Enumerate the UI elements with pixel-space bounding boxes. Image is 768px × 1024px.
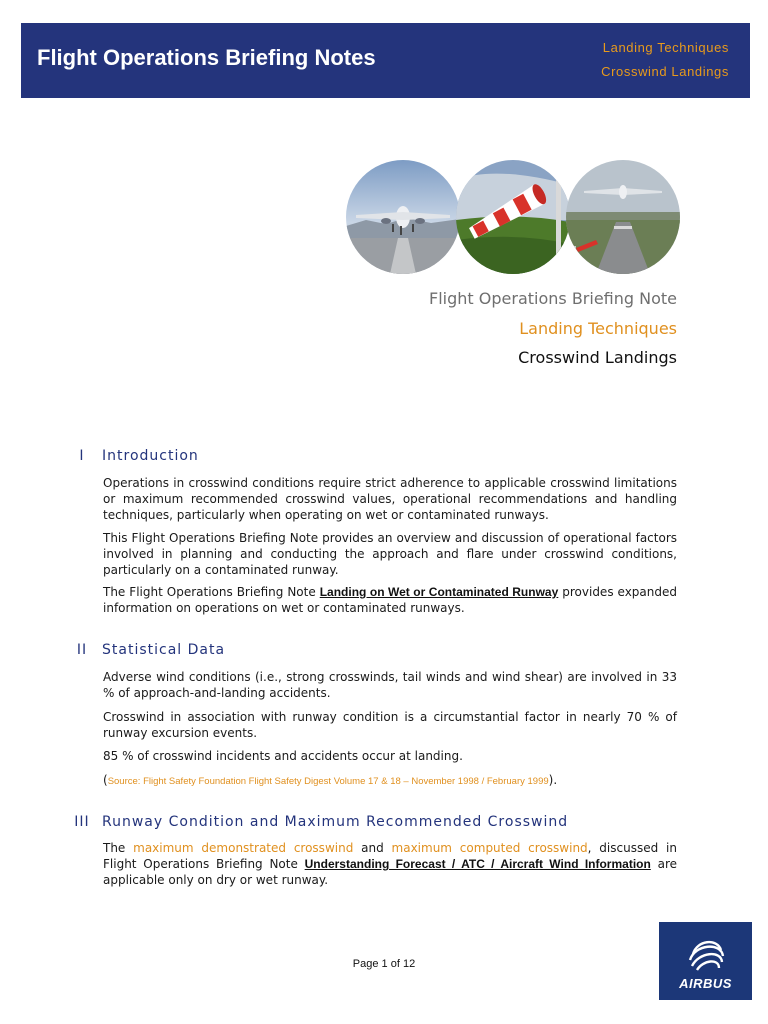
section-title: Statistical Data xyxy=(102,642,226,658)
runway-approach-photo xyxy=(566,160,680,274)
paragraph-text: are applicable only on dry or wet runway. xyxy=(103,857,678,887)
intro-paragraph-2: This Flight Operations Briefing Note provides an overview and discussion of operational factors involved in planning and conducting the approach and flare under crosswind conditions, particularly on a contaminated runway. xyxy=(103,531,677,577)
section-number: I xyxy=(79,448,85,464)
doc-type-title: Flight Operations Briefing Note xyxy=(429,289,677,308)
section-title: Runway Condition and Maximum Recommended Crosswind xyxy=(102,814,569,830)
section-title: Introduction xyxy=(102,448,199,464)
page-number: Page 1 of 12 xyxy=(352,958,416,970)
section-heading-statistical-data xyxy=(62,642,225,658)
paragraph-text: and xyxy=(353,841,392,855)
stats-source-note xyxy=(103,772,677,790)
term-maximum-demonstrated-crosswind: maximum demonstrated crosswind xyxy=(133,841,354,855)
cover-photos xyxy=(346,160,680,274)
runway-paragraph-1 xyxy=(103,840,677,888)
airbus-logo xyxy=(659,922,752,1000)
link-understanding-forecast-atc-aircraft-wind-information[interactable]: Understanding Forecast / ATC / Aircraft Wind Information xyxy=(304,857,651,871)
source-citation: Source: Flight Safety Foundation Flight Safety Digest Volume 17 & 18 – November 1998 / February 1999 xyxy=(107,776,549,787)
intro-paragraph-3 xyxy=(103,584,677,616)
stats-paragraph-1: Adverse wind conditions (i.e., strong crosswinds, tail winds and wind shear) are involved in 33 % of approach-and-landing accidents. xyxy=(103,670,677,700)
paragraph-text: provides expanded information on operations on wet or contaminated runways. xyxy=(103,585,678,615)
stats-paragraph-2: Crosswind in association with runway condition is a circumstantial factor in nearly 70 % of runway excursion events. xyxy=(103,710,677,740)
aircraft-landing-photo xyxy=(346,160,460,274)
section-heading-runway-condition xyxy=(62,814,568,830)
doc-category-title: Landing Techniques xyxy=(519,319,677,338)
section-number: III xyxy=(74,814,90,830)
term-maximum-computed-crosswind: maximum computed crosswind xyxy=(391,841,588,855)
windsock-photo xyxy=(456,160,570,274)
paragraph-text: The xyxy=(103,841,134,855)
doc-topic-title: Crosswind Landings xyxy=(518,348,677,367)
stats-paragraph-3: 85 % of crosswind incidents and accidents occur at landing. xyxy=(103,749,463,763)
airbus-wordmark: AIRBUS xyxy=(679,976,732,991)
header-subtitle-landing-techniques: Landing Techniques xyxy=(602,40,729,55)
link-landing-on-wet-or-contaminated-runway[interactable]: Landing on Wet or Contaminated Runway xyxy=(319,585,559,599)
paren-open: ( xyxy=(103,773,108,787)
header-title: Flight Operations Briefing Notes xyxy=(37,45,376,70)
header-banner xyxy=(21,23,750,98)
paragraph-text: The Flight Operations Briefing Note xyxy=(103,585,320,599)
section-heading-introduction xyxy=(62,448,199,464)
section-number: II xyxy=(76,642,88,658)
header-subtitle-crosswind-landings: Crosswind Landings xyxy=(601,64,729,79)
paren-close: ). xyxy=(548,773,558,787)
paragraph-text: , discussed in Flight Operations Briefing Note xyxy=(103,841,677,871)
intro-paragraph-1: Operations in crosswind conditions require strict adherence to applicable crosswind limitations or maximum recommended crosswind values, operational recommendations and handling techniques, particularly when operating on wet or contaminated runways. xyxy=(103,476,677,522)
